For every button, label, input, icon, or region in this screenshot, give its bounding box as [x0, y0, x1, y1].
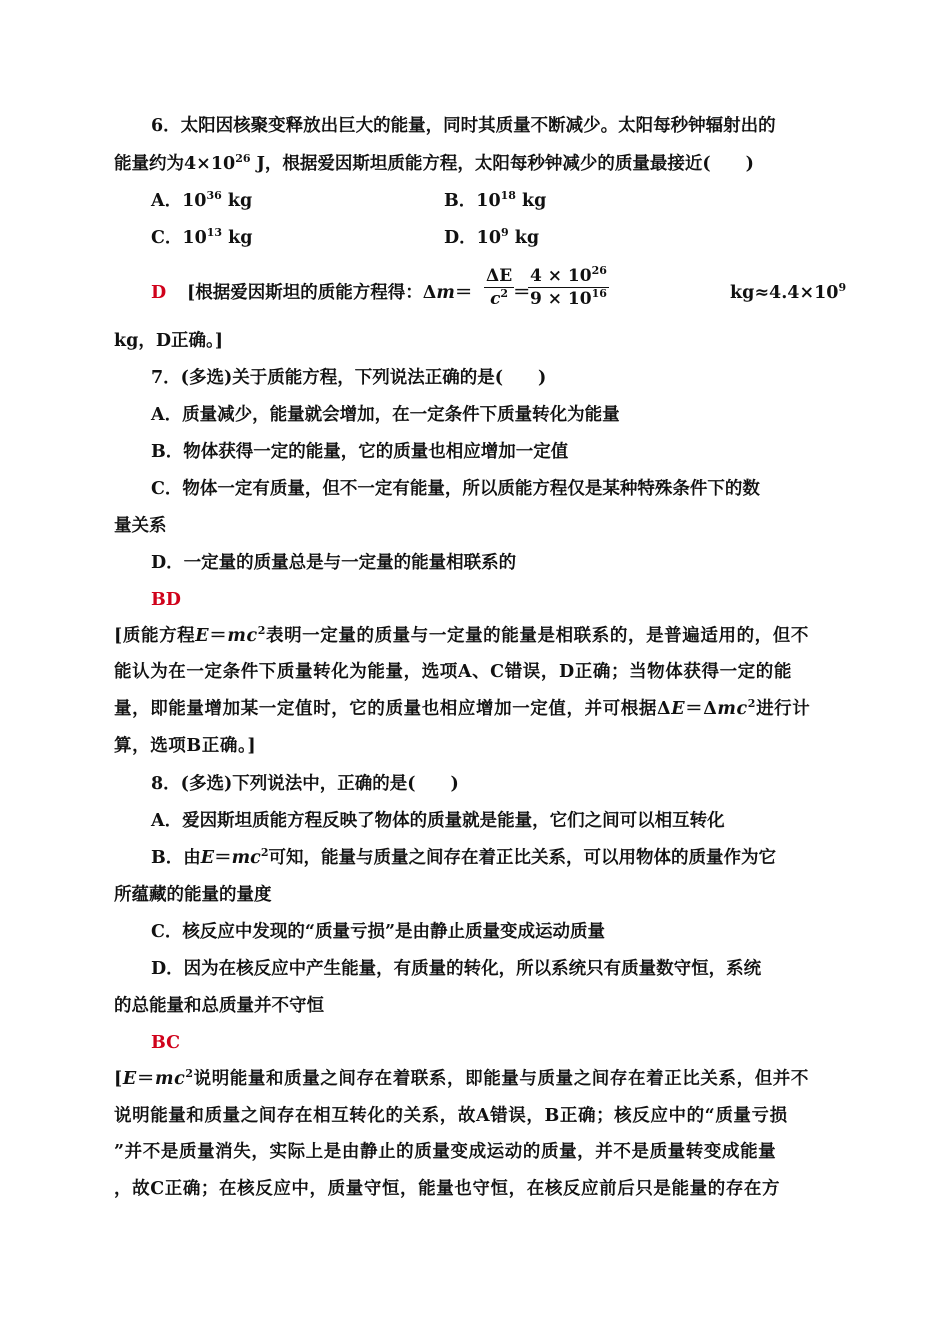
q8-answer: BC [151, 1033, 181, 1053]
q6-option-c: C．$10^{13}$ kg [151, 226, 253, 248]
q7-option-c-line1: C．物体一定有质量，但不一定有能量，所以质能方程仅是某种特殊条件下的数 [151, 479, 760, 499]
q6-stem-line1: 6．太阳因核聚变释放出巨大的能量，同时其质量不断减少。太阳每秒钟辐射出的 [151, 116, 776, 136]
q6-fraction-delta-e-over-c2: $\frac{\Delta E}{c^2}$ [486, 266, 513, 309]
q7-explanation-line4: 算，选项B正确。] [114, 736, 257, 756]
q8-option-a: A．爱因斯坦质能方程反映了物体的质量就是能量，它们之间可以相互转化 [151, 811, 725, 831]
q7-explanation-line3: 量，即能量增加某一定值时，它的质量也相应增加一定值，并可根据ΔE＝Δmc$^2$进行计 [114, 697, 811, 719]
q8-explanation-line2: 说明能量和质量之间存在相互转化的关系，故A错误，B正确；核反应中的“质量亏损 [114, 1106, 788, 1126]
q6-explanation-start: [根据爱因斯坦的质能方程得：Δm＝ [187, 283, 473, 303]
q6-answer: D [151, 283, 167, 303]
q7-option-a: A．质量减少，能量就会增加，在一定条件下质量转化为能量 [151, 405, 620, 425]
q6-option-b: B．$10^{18}$ kg [444, 189, 547, 211]
q6-explanation-line2: kg，D正确。] [114, 331, 224, 351]
q6-fraction-value: $\frac{4 \times 10^{26}}{9 \times 10^{16}}$ [530, 264, 607, 309]
q8-option-d-line2: 的总能量和总质量并不守恒 [114, 996, 324, 1016]
q6-explanation-result: $kg\approx 4.4\times 10^9$ [730, 281, 847, 303]
q6-stem-line2: 能量约为$4\times 10^{26}$ J，根据爱因斯坦质能方程，太阳每秒钟减少的质量最接近( ) [114, 152, 754, 174]
q7-option-b: B．物体获得一定的能量，它的质量也相应增加一定值 [151, 442, 569, 462]
q6-option-d: D．$10^9$ kg [444, 226, 540, 248]
q8-option-d-line1: D．因为在核反应中产生能量，有质量的转化，所以系统只有质量数守恒，系统 [151, 959, 762, 979]
q8-option-b-line2: 所蕴藏的能量的量度 [114, 885, 272, 905]
q8-stem: 8．(多选)下列说法中，正确的是( ) [151, 774, 459, 794]
q8-explanation-line1: [$E=mc^2$说明能量和质量之间存在着联系，即能量与质量之间存在着正比关系，但并不 [114, 1067, 809, 1089]
q8-option-b-line1: B．由$E=mc^2$可知，能量与质量之间存在着正比关系，可以用物体的质量作为它 [151, 846, 776, 868]
q6-option-a: A．$10^{36}$ kg [151, 189, 253, 211]
q7-explanation-line1: [质能方程$E=mc^2$表明一定量的质量与一定量的能量是相联系的，是普遍适用的，但不 [114, 624, 809, 646]
q7-explanation-line2: 能认为在一定条件下质量转化为能量，选项A、C错误，D正确；当物体获得一定的能 [114, 662, 792, 682]
q8-explanation-line4: ，故C正确；在核反应中，质量守恒，能量也守恒，在核反应前后只是能量的存在方 [114, 1179, 781, 1199]
q8-explanation-line3: ”并不是质量消失，实际上是由静止的质量变成运动的质量，并不是质量转变成能量 [114, 1142, 777, 1162]
q7-option-d: D．一定量的质量总是与一定量的能量相联系的 [151, 553, 517, 573]
q6-equals: ＝ [513, 283, 531, 303]
q7-stem: 7．(多选)关于质能方程，下列说法正确的是( ) [151, 368, 547, 388]
q8-option-c: C．核反应中发现的“质量亏损”是由静止质量变成运动质量 [151, 922, 606, 942]
q7-option-c-line2: 量关系 [114, 516, 167, 536]
q7-answer: BD [151, 590, 181, 610]
